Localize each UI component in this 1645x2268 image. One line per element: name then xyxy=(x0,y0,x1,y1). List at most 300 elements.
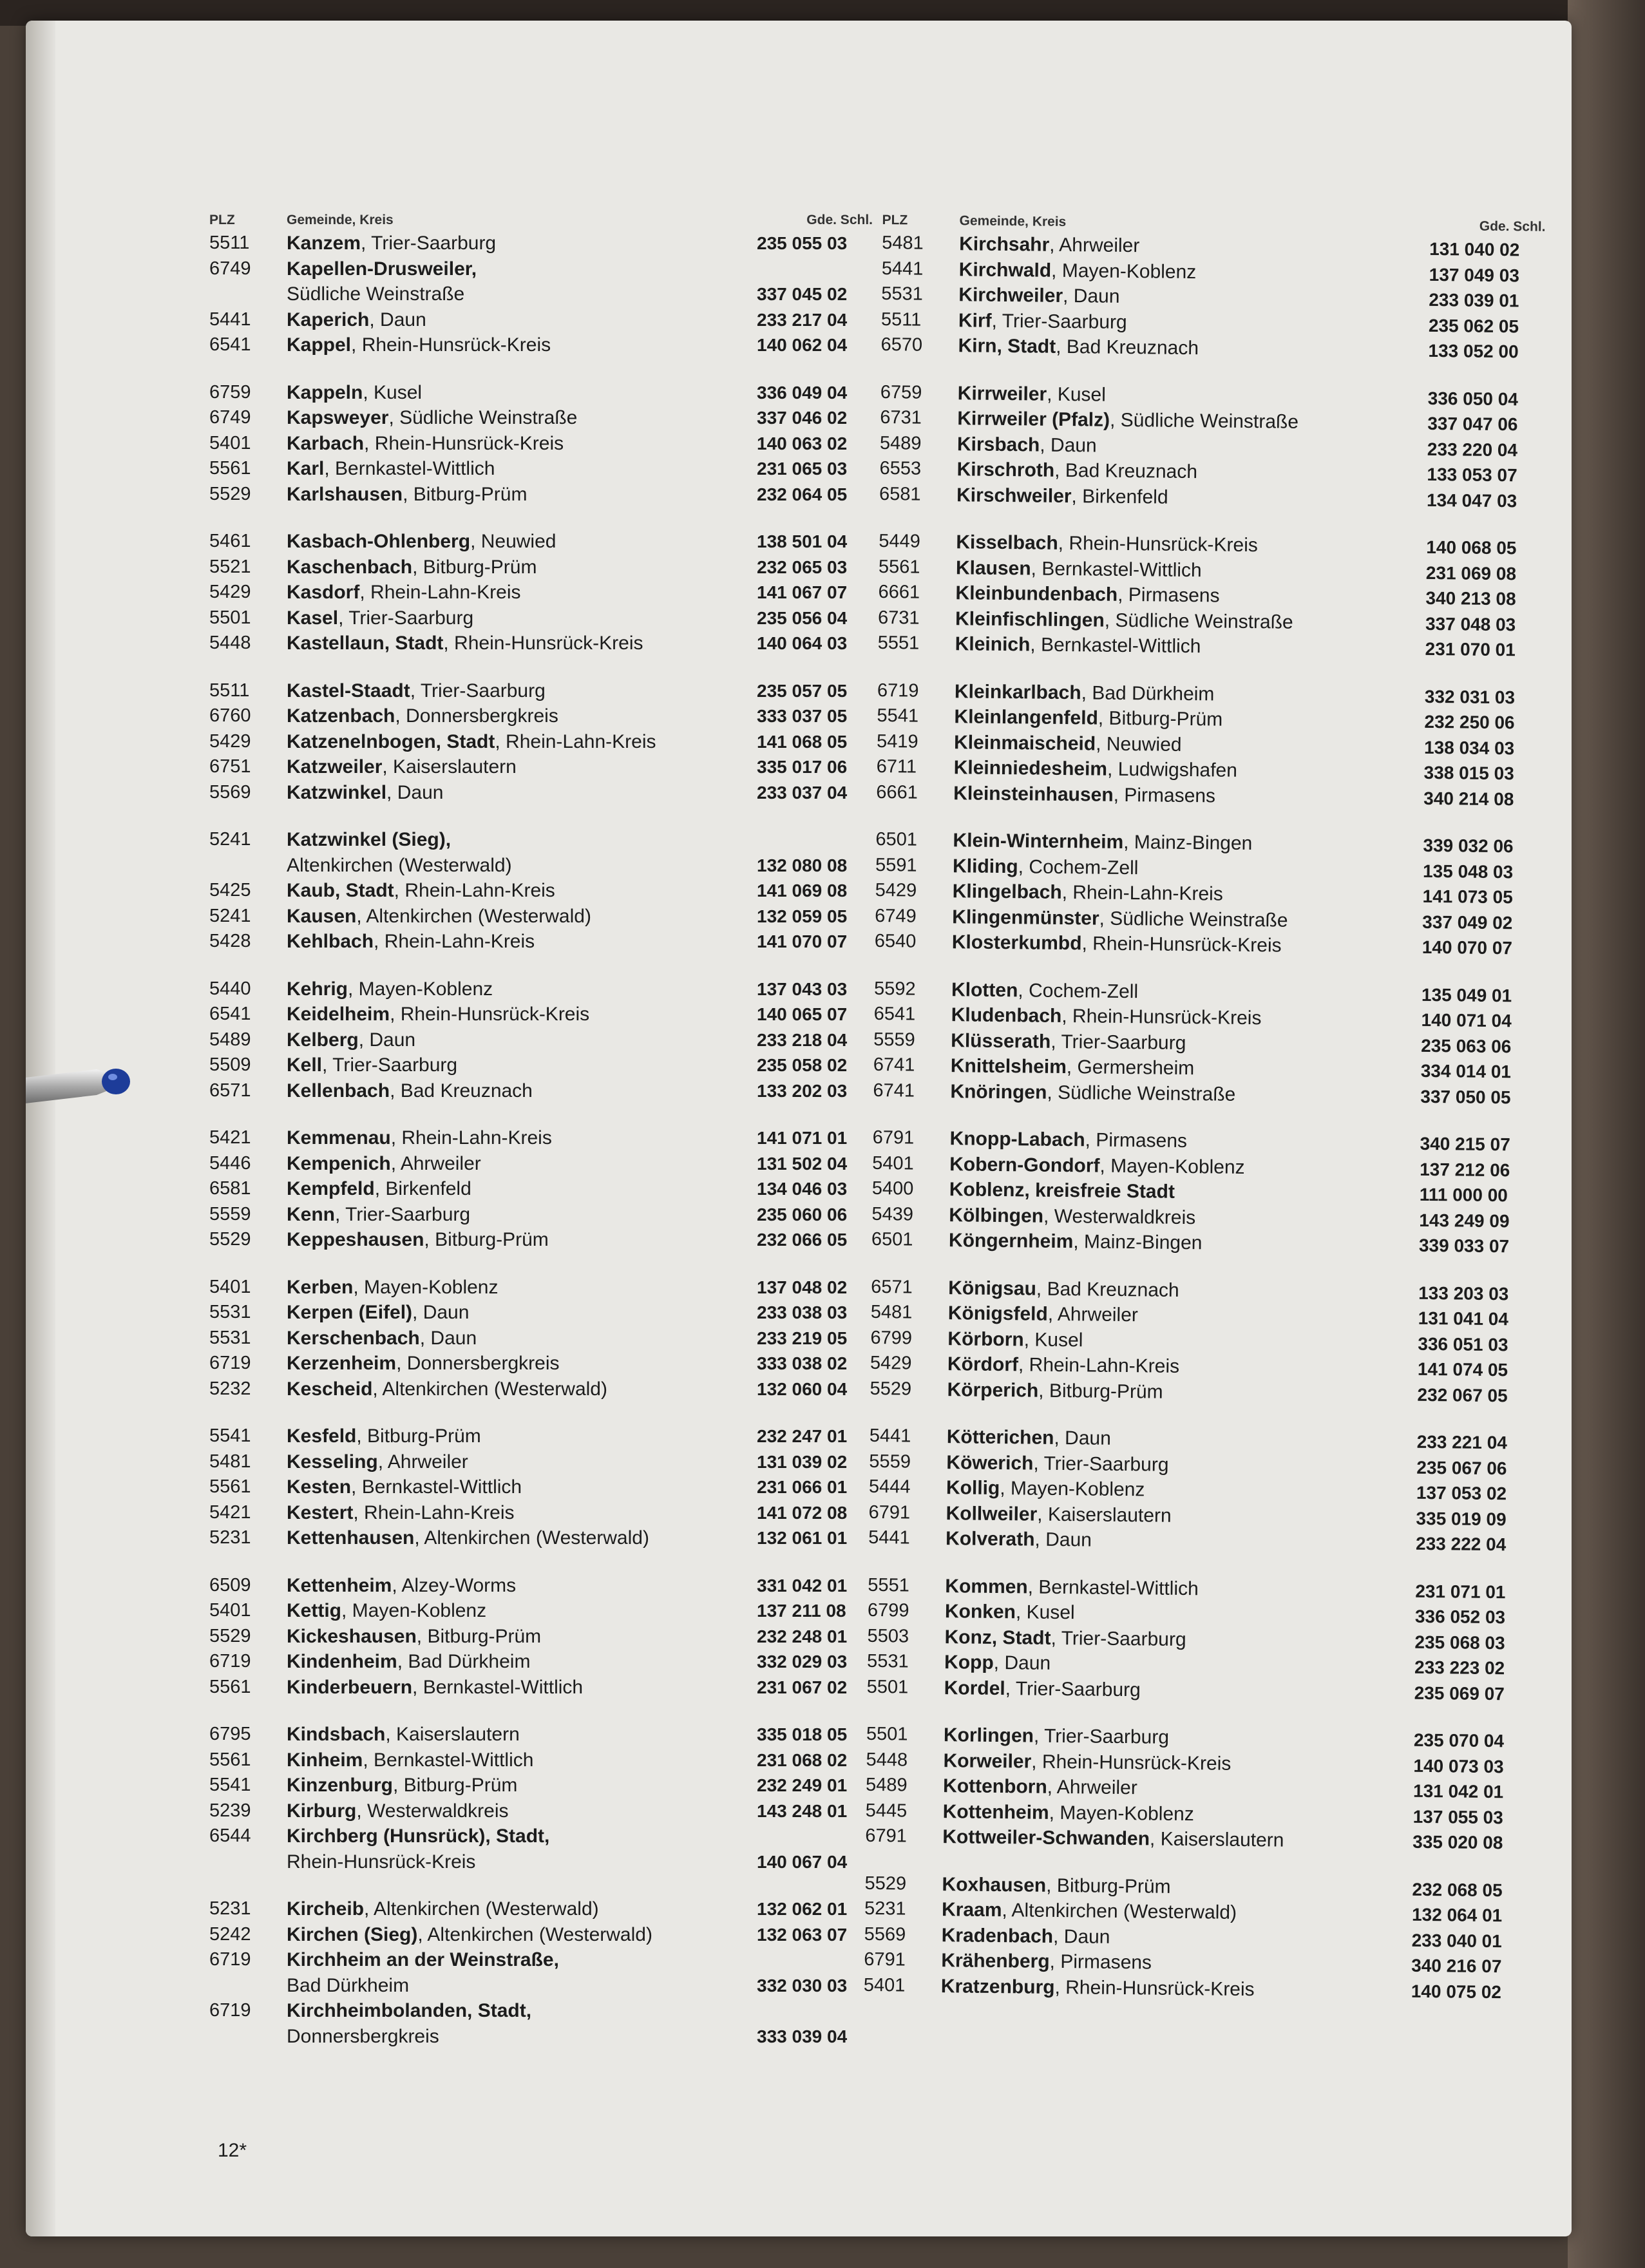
municipality xyxy=(287,1176,757,1202)
municipality-name: Kettig xyxy=(287,1600,341,1621)
municipality-key: 340 215 07 xyxy=(1420,1133,1510,1155)
gemeinde-entry xyxy=(209,1849,892,1875)
postal-code: 5401 xyxy=(863,1974,906,1996)
district-name: , Südliche Weinstraße xyxy=(1109,409,1299,433)
municipality-name: Kirrweiler (Pfalz) xyxy=(957,408,1110,431)
municipality-name: Knittelsheim xyxy=(950,1055,1067,1078)
postal-code: 6751 xyxy=(209,756,251,777)
municipality-key xyxy=(757,256,892,282)
postal-code: 6741 xyxy=(873,1054,915,1076)
municipality xyxy=(952,929,1422,960)
municipality-name: Katzenbach xyxy=(287,705,395,727)
municipality xyxy=(287,1351,757,1377)
gemeinde-entry xyxy=(209,878,892,904)
postal-code: 5559 xyxy=(209,1203,251,1225)
municipality-name: Katzwinkel (Sieg), xyxy=(287,829,452,850)
postal-code: 5400 xyxy=(871,1177,914,1199)
postal-code: 5569 xyxy=(209,781,251,803)
municipality-name: Kinderbeuern xyxy=(287,1676,413,1698)
municipality xyxy=(287,1002,757,1027)
gemeinde-entry xyxy=(209,827,892,853)
district-name: , Altenkirchen (Westerwald) xyxy=(372,1378,607,1400)
postal-code: 5529 xyxy=(870,1378,912,1400)
municipality xyxy=(949,1228,1419,1258)
district-name: , Westerwaldkreis xyxy=(356,1800,509,1822)
municipality xyxy=(287,878,757,904)
municipality-key: 141 074 05 xyxy=(1417,1358,1508,1380)
municipality xyxy=(287,1275,757,1301)
municipality-name: Kirf xyxy=(958,309,992,332)
municipality-key: 141 073 05 xyxy=(1422,886,1513,908)
municipality-key: 231 068 02 xyxy=(757,1749,848,1770)
municipality xyxy=(287,1078,757,1104)
municipality xyxy=(287,1053,757,1078)
municipality xyxy=(287,1849,757,1875)
postal-code: 5401 xyxy=(209,1276,251,1297)
postal-code: 6719 xyxy=(209,1353,251,1373)
municipality xyxy=(287,431,757,457)
postal-code: 5429 xyxy=(209,582,251,602)
district-name: , Rhein-Hunsrück-Kreis xyxy=(1031,1751,1231,1775)
municipality xyxy=(955,631,1425,662)
district-name: , Rhein-Hunsrück-Kreis xyxy=(364,432,564,454)
municipality-name: Kirrweiler xyxy=(957,382,1047,405)
district-name: , Rhein-Hunsrück-Kreis xyxy=(1058,532,1259,557)
postal-code: 5501 xyxy=(866,1676,909,1698)
district-name: , Kaiserslautern xyxy=(1037,1503,1172,1527)
municipality-name: Kerschenbach xyxy=(287,1327,420,1349)
municipality-name: Kirchen (Sieg) xyxy=(287,1923,418,1945)
postal-code: 5441 xyxy=(209,309,251,330)
postal-code: 5509 xyxy=(209,1054,251,1075)
postal-code: 5531 xyxy=(866,1650,909,1672)
municipality xyxy=(287,1624,757,1650)
municipality-key: 332 029 03 xyxy=(757,1652,848,1672)
district-name: , Kaiserslautern xyxy=(1149,1828,1284,1851)
municipality xyxy=(287,729,757,755)
postal-code: 6731 xyxy=(877,607,920,629)
district-name: Bad Dürkheim xyxy=(287,1974,410,1996)
municipality-name: Königsfeld xyxy=(947,1302,1048,1325)
entry-group xyxy=(880,231,1564,365)
district-name: , Bitburg-Prüm xyxy=(1046,1874,1171,1898)
postal-code: 6799 xyxy=(870,1327,913,1349)
district-name: , Altenkirchen (Westerwald) xyxy=(364,1898,599,1920)
district-name: , Ahrweiler xyxy=(1049,234,1140,257)
gemeinde-entry xyxy=(209,780,892,806)
municipality-key: 132 060 04 xyxy=(757,1378,848,1399)
postal-code: 5592 xyxy=(873,978,916,1000)
municipality xyxy=(287,1824,757,1849)
header-schluessel: Gde. Schl. xyxy=(806,213,873,227)
municipality-name: Kenn xyxy=(287,1203,335,1225)
postal-code: 5231 xyxy=(864,1898,906,1920)
municipality-name: Kastel-Staadt xyxy=(287,680,410,701)
municipality-key: 338 015 03 xyxy=(1423,762,1514,784)
district-name: , Daun xyxy=(1062,285,1120,307)
postal-code: 6501 xyxy=(875,828,918,850)
municipality-name: Koxhausen xyxy=(942,1873,1047,1896)
municipality xyxy=(287,1027,757,1053)
district-name: , Birkenfeld xyxy=(1071,485,1168,508)
municipality-name: Kleinich xyxy=(955,633,1031,656)
postal-code: 6570 xyxy=(880,334,923,356)
municipality-name: Kaub, Stadt xyxy=(287,880,394,901)
postal-code: 5501 xyxy=(209,607,251,628)
district-name: , Bitburg-Prüm xyxy=(1098,707,1223,730)
postal-code: 5421 xyxy=(209,1501,251,1523)
municipality-key: 336 050 04 xyxy=(1427,388,1519,409)
postal-code xyxy=(209,2024,287,2050)
gemeinde-entry xyxy=(209,1078,892,1104)
municipality xyxy=(287,281,757,307)
district-name: Rhein-Hunsrück-Kreis xyxy=(287,1851,476,1873)
postal-code: 6791 xyxy=(865,1825,907,1847)
postal-code: 5444 xyxy=(868,1476,911,1498)
municipality-name: Königsau xyxy=(948,1277,1037,1300)
municipality-name: Knöringen xyxy=(950,1080,1047,1103)
municipality-key: 235 062 05 xyxy=(1428,315,1519,336)
municipality-name: Kordel xyxy=(944,1677,1005,1699)
postal-code: 5511 xyxy=(209,680,250,701)
gemeinde-entry xyxy=(209,703,892,729)
municipality-key: 233 219 05 xyxy=(757,1328,848,1348)
municipality-key: 132 064 01 xyxy=(1411,1904,1503,1926)
municipality-key: 143 249 09 xyxy=(1419,1210,1510,1231)
postal-code: 5511 xyxy=(880,309,922,330)
district-name: , Bitburg-Prüm xyxy=(393,1775,518,1796)
postal-code: 6571 xyxy=(871,1276,913,1298)
gemeinde-entry xyxy=(209,1896,892,1922)
district-name: , Germersheim xyxy=(1066,1056,1195,1080)
postal-code: 6759 xyxy=(209,381,251,403)
gemeinde-entry xyxy=(209,729,892,755)
postal-code: 5439 xyxy=(871,1203,914,1225)
right-column xyxy=(863,195,1565,2027)
district-name: , Südliche Weinstraße xyxy=(1099,908,1288,931)
municipality xyxy=(287,678,757,704)
postal-code: 5503 xyxy=(867,1625,909,1647)
municipality-key: 140 067 04 xyxy=(757,1851,848,1872)
municipality-name: Kisselbach xyxy=(956,531,1058,554)
gemeinde-entry xyxy=(209,1922,892,1948)
right-entry-list xyxy=(864,231,1565,2005)
municipality xyxy=(287,1896,757,1922)
municipality-name: Klausen xyxy=(955,557,1031,579)
municipality-key: 336 051 03 xyxy=(1418,1333,1508,1355)
municipality-name: Kaschenbach xyxy=(287,556,413,578)
gemeinde-entry xyxy=(209,482,892,508)
municipality-name: Kopp xyxy=(944,1652,994,1673)
municipality xyxy=(287,1973,757,1999)
municipality xyxy=(287,1377,757,1402)
municipality-key: 333 038 02 xyxy=(757,1353,848,1373)
postal-code: 5241 xyxy=(209,829,251,850)
district-name: , Trier-Saarburg xyxy=(410,680,546,701)
municipality-key: 337 045 02 xyxy=(757,284,848,304)
district-name: , Bitburg-Prüm xyxy=(356,1425,481,1447)
municipality xyxy=(287,1474,757,1500)
postal-code: 6749 xyxy=(209,407,251,428)
municipality-key: 138 034 03 xyxy=(1423,737,1515,758)
municipality-key: 233 217 04 xyxy=(757,309,848,330)
municipality-name: Kirchweiler xyxy=(958,284,1063,307)
municipality-key: 232 248 01 xyxy=(757,1626,848,1646)
municipality-key: 140 073 03 xyxy=(1413,1755,1504,1777)
municipality-key: 233 223 02 xyxy=(1414,1657,1505,1679)
postal-code: 5569 xyxy=(864,1923,906,1945)
district-name: , Daun xyxy=(993,1652,1051,1674)
entry-group xyxy=(877,529,1561,663)
municipality-name: Kottweiler-Schwanden xyxy=(942,1826,1150,1850)
gemeinde-entry xyxy=(209,555,892,580)
municipality-name: Kinzenburg xyxy=(287,1775,393,1796)
gemeinde-entry xyxy=(209,332,892,358)
municipality-name: Kappeln xyxy=(287,381,363,403)
gemeinde-entry xyxy=(209,1998,892,2024)
gemeinde-entry xyxy=(209,1202,892,1228)
district-name: , Trier-Saarburg xyxy=(1051,1627,1186,1650)
municipality xyxy=(287,580,757,605)
gemeinde-entry xyxy=(209,1275,892,1301)
municipality-name: Korlingen xyxy=(943,1724,1034,1747)
municipality xyxy=(287,1773,757,1798)
municipality-key: 233 038 03 xyxy=(757,1302,848,1322)
entry-group xyxy=(209,1424,892,1551)
municipality-key: 231 070 01 xyxy=(1425,638,1516,660)
district-name: , Rhein-Lahn-Kreis xyxy=(359,582,521,603)
municipality-name: Karbach xyxy=(287,432,365,454)
municipality-name: Kleinsteinhausen xyxy=(953,782,1114,806)
gemeinde-entry xyxy=(209,1649,892,1675)
municipality-key: 140 064 03 xyxy=(757,633,848,653)
municipality-name: Kesseling xyxy=(287,1451,378,1472)
district-name: , Bad Dürkheim xyxy=(1081,681,1215,705)
postal-code: 6581 xyxy=(879,483,921,505)
municipality-key: 141 071 01 xyxy=(757,1128,848,1148)
municipality-key: 335 020 08 xyxy=(1412,1831,1503,1853)
municipality-key: 231 066 01 xyxy=(757,1477,848,1497)
gemeinde-entry xyxy=(209,605,892,631)
municipality-name: Kausen xyxy=(287,905,357,927)
postal-code xyxy=(209,1973,287,1999)
municipality-name: Klingelbach xyxy=(952,881,1062,903)
district-name: , Kusel xyxy=(1023,1328,1083,1351)
district-name: , Rhein-Lahn-Kreis xyxy=(374,931,535,952)
municipality-name: Kasel xyxy=(287,607,339,629)
municipality-name: Kirchsahr xyxy=(959,233,1050,256)
postal-code: 5461 xyxy=(209,531,251,551)
municipality-name: Konken xyxy=(944,1601,1016,1623)
municipality-name: Kratzenburg xyxy=(940,1975,1055,1998)
municipality-key: 140 071 04 xyxy=(1421,1009,1512,1031)
postal-code: 6760 xyxy=(209,705,251,726)
header-plz: PLZ xyxy=(882,212,908,228)
gemeinde-entry xyxy=(209,2024,892,2050)
municipality-name: Kottenheim xyxy=(942,1800,1049,1824)
gemeinde-entry xyxy=(209,1598,892,1624)
district-name: , Südliche Weinstraße xyxy=(1047,1082,1236,1105)
municipality xyxy=(287,1525,757,1551)
postal-code: 5440 xyxy=(209,978,251,999)
municipality-key: 137 053 02 xyxy=(1416,1482,1507,1504)
municipality-key: 339 033 07 xyxy=(1418,1235,1510,1257)
municipality-key: 333 039 04 xyxy=(757,2026,848,2046)
postal-code: 5242 xyxy=(209,1923,251,1945)
municipality xyxy=(287,256,757,282)
municipality-key: 235 060 06 xyxy=(757,1204,848,1225)
municipality-key: 111 000 00 xyxy=(1419,1184,1508,1206)
postal-code: 6741 xyxy=(873,1080,915,1101)
entry-group xyxy=(209,1573,892,1701)
gemeinde-entry xyxy=(209,1722,892,1748)
postal-code: 5446 xyxy=(209,1152,251,1174)
municipality-key: 235 069 07 xyxy=(1414,1682,1505,1704)
municipality xyxy=(287,827,757,853)
district-name: , Donnersbergkreis xyxy=(395,705,558,727)
entry-group xyxy=(867,1572,1551,1707)
district-name: , Ahrweiler xyxy=(377,1451,468,1472)
municipality-name: Krähenberg xyxy=(941,1950,1050,1972)
municipality-key: 333 037 05 xyxy=(757,706,848,726)
postal-code: 6541 xyxy=(209,1004,251,1024)
district-name: Donnersbergkreis xyxy=(287,2025,439,2047)
municipality-key: 336 049 04 xyxy=(757,382,848,403)
gemeinde-entry xyxy=(209,380,892,406)
municipality xyxy=(287,380,757,406)
district-name: , Mayen-Koblenz xyxy=(341,1600,487,1621)
postal-code: 5445 xyxy=(865,1800,908,1822)
postal-code: 6719 xyxy=(209,1651,251,1672)
municipality-key: 332 030 03 xyxy=(757,1975,848,1996)
municipality-name: Klüsserath xyxy=(951,1029,1051,1053)
district-name: , Bitburg-Prüm xyxy=(412,556,537,578)
municipality xyxy=(287,904,757,929)
district-name: , Bad Dürkheim xyxy=(397,1651,531,1672)
municipality-key: 140 075 02 xyxy=(1411,1981,1502,2002)
district-name: , Cochem-Zell xyxy=(1018,979,1139,1002)
gemeinde-entry xyxy=(209,1824,892,1849)
municipality xyxy=(287,2024,757,2050)
postal-code: 5429 xyxy=(870,1352,912,1374)
postal-code: 5401 xyxy=(872,1152,914,1174)
gemeinde-entry xyxy=(209,1474,892,1500)
municipality xyxy=(287,1998,757,2024)
municipality xyxy=(958,333,1428,363)
municipality-name: Kasdorf xyxy=(287,582,360,603)
municipality-key: 233 222 04 xyxy=(1415,1533,1507,1555)
gemeinde-entry xyxy=(209,1151,892,1177)
gemeinde-entry xyxy=(209,929,892,955)
gemeinde-entry xyxy=(209,1300,892,1326)
municipality-name: Kempenich xyxy=(287,1152,391,1174)
district-name: , Daun xyxy=(419,1327,477,1349)
postal-code: 5401 xyxy=(209,432,251,453)
municipality xyxy=(287,605,757,631)
postal-code: 6571 xyxy=(209,1080,251,1101)
district-name: , Trier-Saarburg xyxy=(335,1203,471,1225)
municipality xyxy=(941,1974,1411,2004)
municipality xyxy=(287,631,757,656)
postal-code: 5541 xyxy=(209,1775,251,1795)
district-name: , Rhein-Lahn-Kreis xyxy=(353,1501,515,1523)
district-name: , Bad Kreuznach xyxy=(1054,459,1198,483)
postal-code: 5425 xyxy=(209,880,251,901)
postal-code: 5489 xyxy=(865,1774,908,1796)
gemeinde-entry xyxy=(209,631,892,656)
postal-code: 5521 xyxy=(209,556,251,577)
municipality-name: Klein-Winternheim xyxy=(953,830,1124,853)
municipality-key: 335 017 06 xyxy=(757,757,848,777)
district-name: , Rhein-Lahn-Kreis xyxy=(1018,1354,1180,1377)
postal-code: 5429 xyxy=(875,879,917,901)
municipality-key: 141 070 07 xyxy=(757,931,848,951)
postal-code xyxy=(209,853,287,879)
municipality xyxy=(287,1649,757,1675)
municipality-key: 137 043 03 xyxy=(757,978,848,999)
municipality-key: 235 067 06 xyxy=(1416,1457,1507,1478)
municipality-name: Kapsweyer xyxy=(287,407,389,428)
municipality xyxy=(942,1824,1412,1854)
postal-code: 5529 xyxy=(209,1229,251,1250)
municipality-key: 137 049 03 xyxy=(1429,264,1520,285)
left-column xyxy=(209,195,892,2071)
backdrop-right xyxy=(1568,0,1645,2268)
municipality-name: Karl xyxy=(287,458,325,479)
district-name: Altenkirchen (Westerwald) xyxy=(287,854,512,876)
municipality-key: 233 218 04 xyxy=(757,1029,848,1050)
district-name: , Neuwied xyxy=(1095,733,1182,756)
district-name: , Daun xyxy=(412,1302,470,1323)
entry-group xyxy=(209,977,892,1104)
gemeinde-entry xyxy=(209,1947,892,1973)
district-name: , Trier-Saarburg xyxy=(1033,1725,1170,1748)
gemeinde-entry xyxy=(209,678,892,704)
municipality-key: 340 213 08 xyxy=(1425,587,1516,609)
postal-code: 5489 xyxy=(209,1029,251,1050)
postal-code: 6661 xyxy=(878,581,920,603)
gemeinde-entry xyxy=(209,1773,892,1798)
gemeinde-entry xyxy=(209,1573,892,1599)
district-name: , Mainz-Bingen xyxy=(1123,831,1253,855)
gemeinde-entry xyxy=(209,1125,892,1151)
entry-group xyxy=(871,1125,1555,1260)
gemeinde-entry xyxy=(209,1002,892,1027)
municipality-name: Kinheim xyxy=(287,1749,363,1771)
municipality-key: 141 072 08 xyxy=(757,1502,848,1523)
municipality xyxy=(287,1227,757,1253)
postal-code: 6541 xyxy=(873,1003,916,1025)
municipality-name: Knopp-Labach xyxy=(949,1128,1085,1151)
municipality-key: 235 070 04 xyxy=(1413,1730,1505,1751)
postal-code: 5559 xyxy=(873,1029,915,1051)
gemeinde-entry xyxy=(209,1525,892,1551)
municipality-key: 232 247 01 xyxy=(757,1426,848,1446)
municipality-key: 133 052 00 xyxy=(1428,340,1519,362)
postal-code: 6501 xyxy=(871,1228,913,1250)
municipality-name: Kleinkarlbach xyxy=(954,680,1081,703)
municipality-key: 334 014 01 xyxy=(1420,1060,1512,1082)
municipality xyxy=(287,1300,757,1326)
gemeinde-entry xyxy=(209,231,892,256)
district-name: , Westerwaldkreis xyxy=(1043,1205,1196,1228)
postal-code: 5421 xyxy=(209,1127,251,1148)
municipality-key: 140 062 04 xyxy=(757,335,848,355)
municipality-name: Kirn, Stadt xyxy=(958,335,1056,357)
district-name: , Ahrweiler xyxy=(1047,1303,1139,1326)
municipality-name: Kettenheim xyxy=(287,1574,392,1596)
postal-code: 5531 xyxy=(881,283,924,305)
